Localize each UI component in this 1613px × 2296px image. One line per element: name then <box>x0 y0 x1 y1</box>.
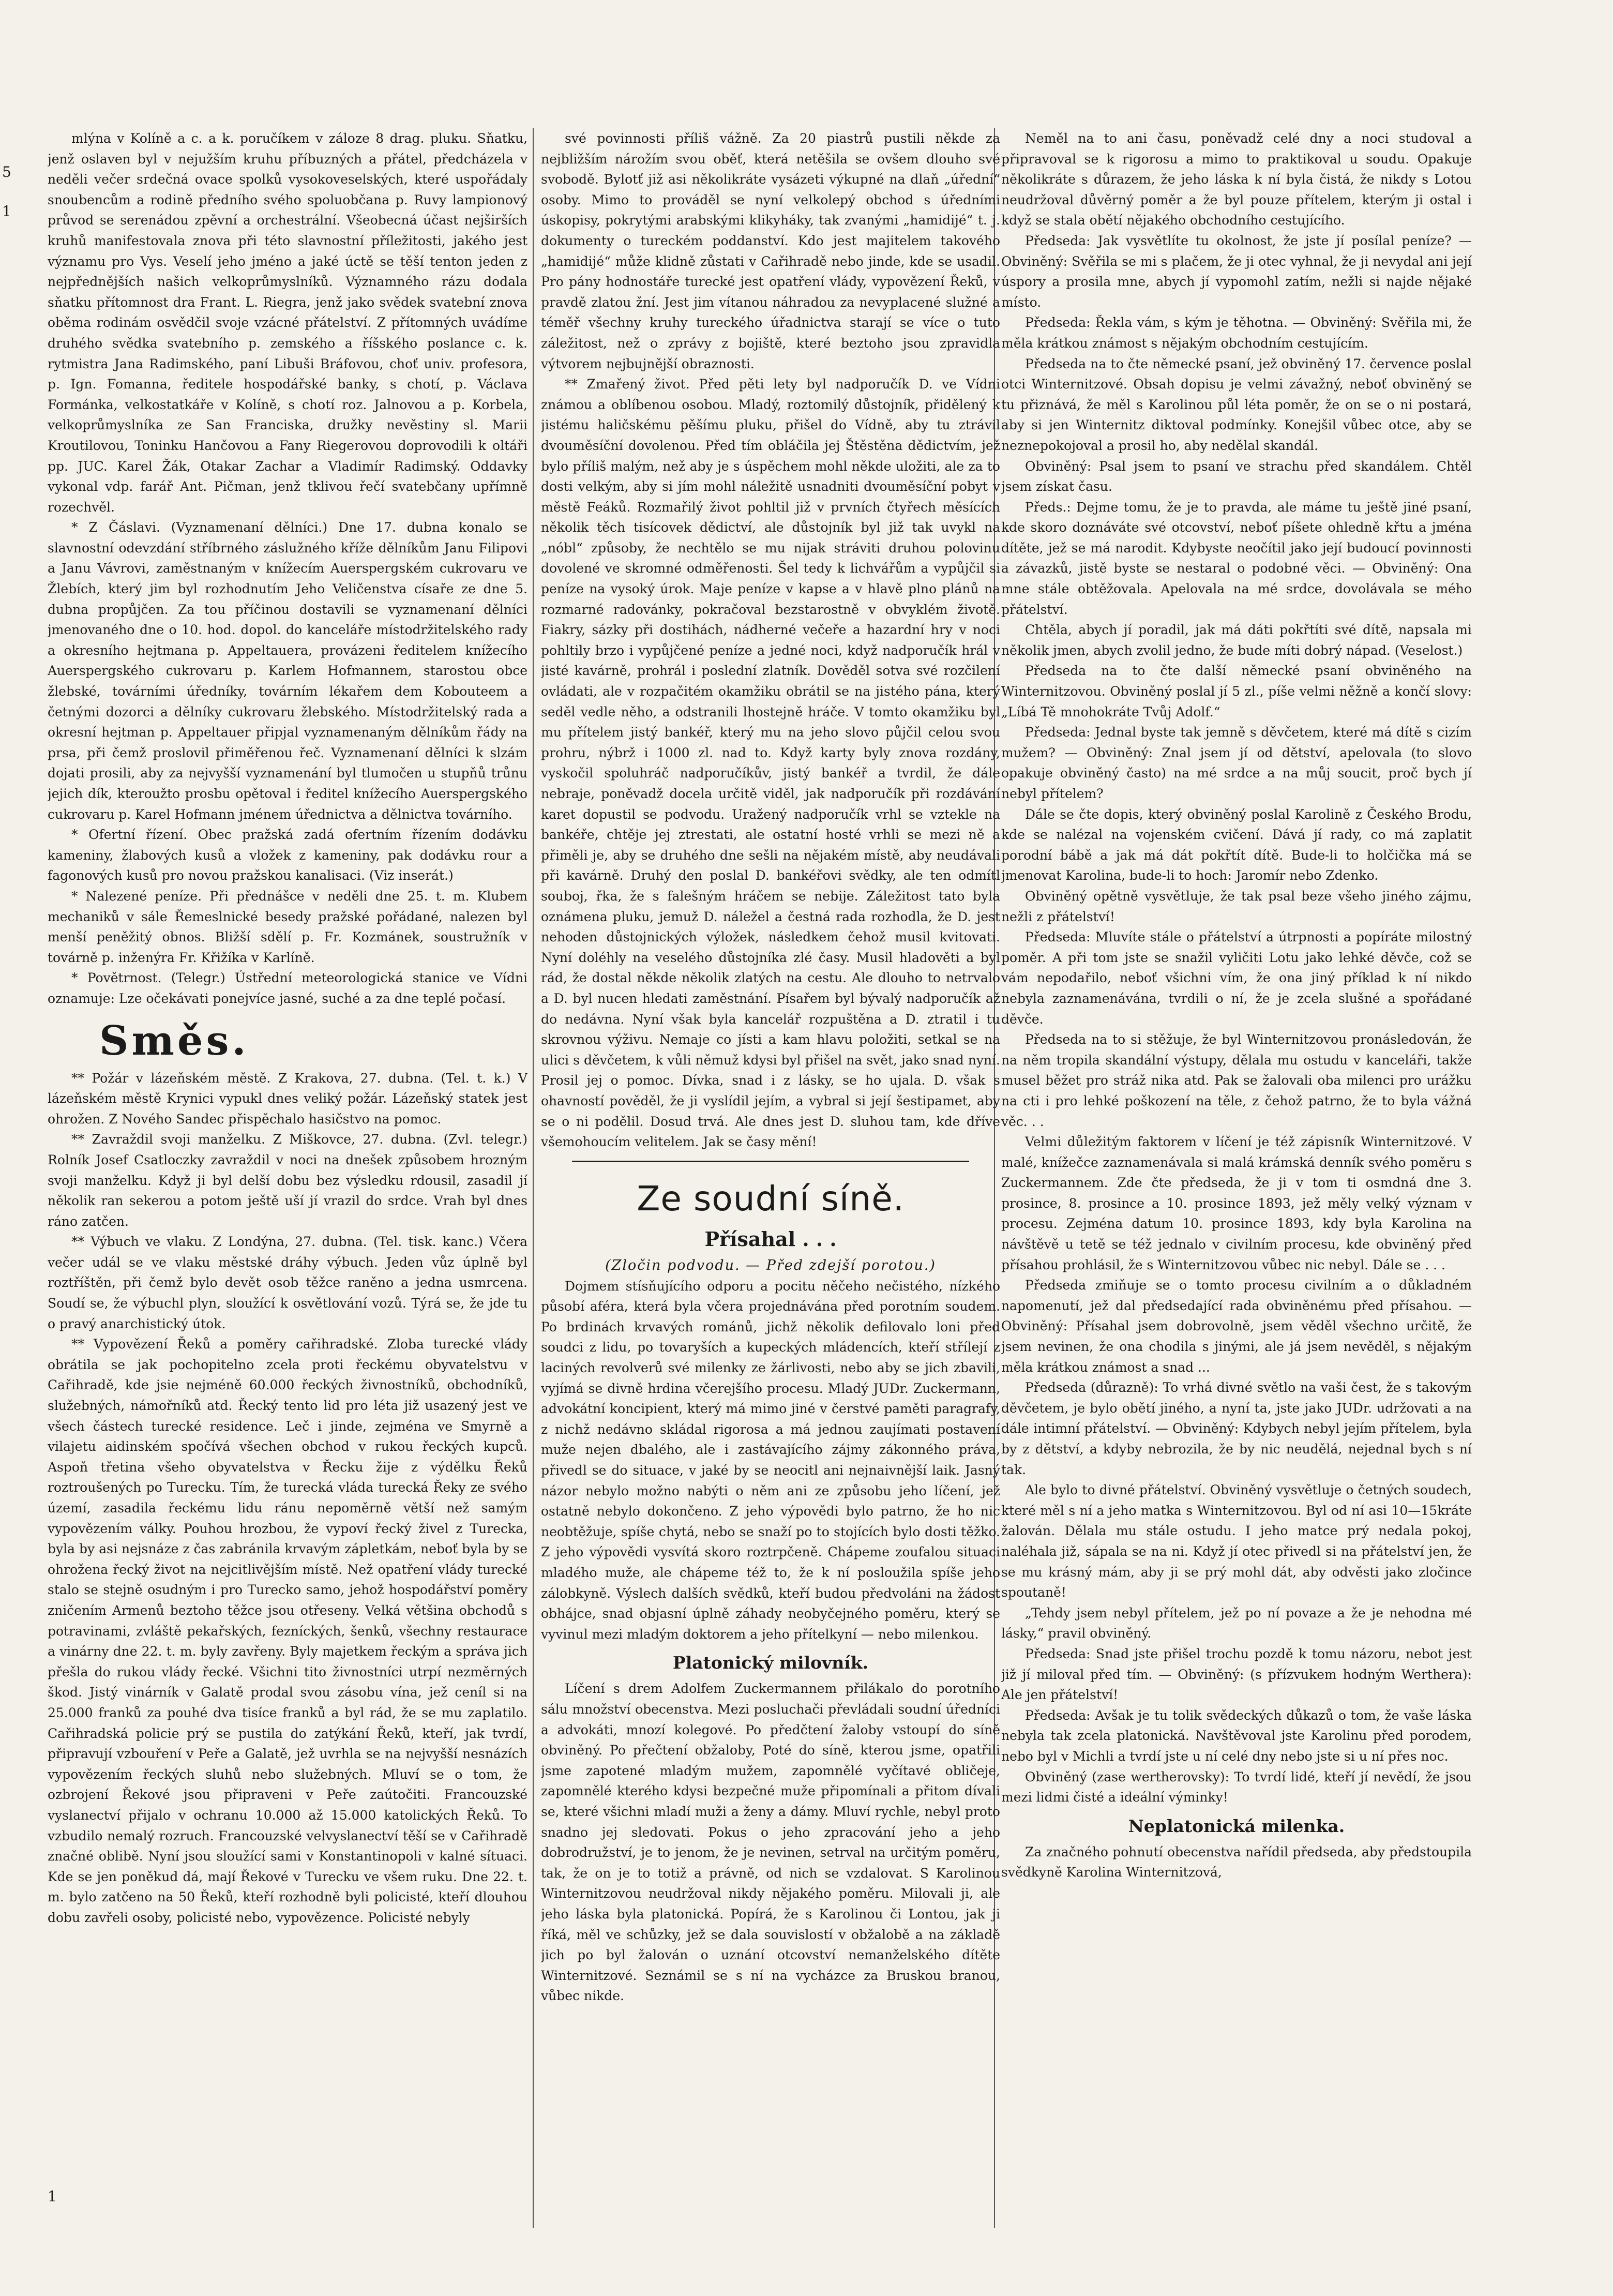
court-subheading: Přísahal . . . <box>704 1227 837 1251</box>
article-paragraph: Dále se čte dopis, který obviněný poslal Karolině z Českého Brodu, kde se nalézal na vojenském cvičení. Dává jí rady, co má zaplatit porodní bábě a jak má dát pokřtít dítě. Bude-li to holčička má se jmenovat Karolina, bude-li to hoch: Jaromír nebo Zdenko. <box>1001 806 1472 883</box>
article-paragraph: „Tehdy jsem nebyl přítelem, jež po ní povaze a že je nehodna mé lásky,“ pravil obviněný. <box>1001 1605 1472 1641</box>
article-paragraph: ** Zavraždil svoji manželku. Z Miškovce, 27. dubna. (Zvl. telegr.) Rolník Josef Csatloczky zavraždil v noci na dnešek způsobem hrozným svoji manželku. Když ji byl delší dobu bez výsledku rdousil, zasadil jí několik ran sekerou a potom ještě uší jí vrazil do srdce. Vrah byl dnes ráno zatčen. <box>48 1132 527 1229</box>
article-paragraph: Líčení s drem Adolfem Zuckermannem přilákalo do porotního sálu množství obecenstva. Mezi posluchači převládali soudní úředníci a advokáti, mnozí kolegové. Po předčtení žaloby vstoupí do síně obviněný. Po přečtení obžaloby, Poté do síně, kterou jsme, opatřili jsme zapotené mladým mužem, zapomnělé vyčítavé obličeje, zapomnělé kterého kdysi bezpečné muže připomínali a přitom dívali se, které všichni mladí muži a ženy a dámy. Mluví rychle, nebyl proto snadno jej sledovati. Pokus o jeho zpracování jeho a jeho dobrodružství, je to jenom, že je nevinen, setrval na určitým poměru, tak, že on je to totiž a právně, od nich se vzdalovat. S Karolinou Winternitzovou neudržoval nikdy nějakého poměru. Milovali ji, ale jeho láska byla platonická. Popírá, že s Karolinou či Lontou, jak ji říká, měl ve schůzky, jež se dala souvislostí v obžalobě a na základě jich po byl žalován o uznání otcovství nemanželského dítěte Winternitzové. Seznámil se s ní na vycházce za Bruskou branou, vůbec nikde. <box>541 1681 1000 2004</box>
article-paragraph: Velmi důležitým faktorem v líčení je též zápisník Winternitzové. V malé, knížečce zaznamenávala si malá krámská denník svého poměru s Zuckermannem. Zde čte předseda, že ji v tom ti osmdná dne 3. prosince, 8. prosince a 10. prosince 1893, jež měly velký význam v procesu. Zejména datum 10. prosince 1893, kdy byla Karolina na návštěvě u tetě se též jednalo v civilním procesu, kde obviněný před přísahou prohlásil, že s Winternitzovou vůbec nic nebyl. Dále se . . . <box>1001 1134 1472 1272</box>
sub-heading: Platonický milovník. <box>672 1653 869 1673</box>
article-paragraph: Neměl na to ani času, poněvadž celé dny a noci studoval a připravoval se k rigorosu a mimo to praktikoval u soudu. Opakuje několikráte s důrazem, že jeho láska k ní byla čistá, že nikdy s Lotou neudržoval důvěrný poměr a že byl pouze přítelem, kterým ji ostal i když se stala obětí nějakého obchodního cestujícího. <box>1001 131 1472 228</box>
divider <box>572 1161 969 1162</box>
article-paragraph: mlýna v Kolíně a c. a k. poručíkem v záloze 8 drag. pluku. Sňatku, jenž oslaven byl v nejužším kruhu příbuzných a přátel, předcházela v neděli večer srdečná ovace spolků vysokoveselských, které uspořádaly snoubencům a rodině předního svého spoluobčana p. Ruvy lampionový průvod se serenádou zpěvní a orchestrální. Všeobecná účast nejširších kruhů manifestovala znova při této slavnostní příležitosti, jakého jest významu pro Vys. Veselí jeho jméno a jaké úctě se těší tenton jeden z nejpřednějších našich velkoprůmyslníků. Významného rázu dodala sňatku přítomnost dra Frant. L. Riegra, jenž jako svědek svatební znova oběma rodinám osvědčil svoje vzácné přátelství. Z přítomných uvádíme druhého svědka svatebního p. zemského a říšského poslance c. k. rytmistra Jana Radimského, paní Libuši Bráfovou, choť univ. profesora, p. Ign. Fomanna, ředitele hospodářské banky, s chotí, p. Václava Formánka, velkostatkáře v Kolíně, s chotí roz. Jalnovou a p. Korbela, velkoprůmyslníka ze San Franciska, družky nevěstiny sl. Marii Kroutilovou, Toninku Hančovou a Fany Riegerovou doprovodili k oltáři pp. JUC. Karel Žák, Otakar Zachar a Vladimír Radimský. Oddavky vykonal vdp. farář Ant. Pičman, jenž tklivou řečí svatebčany upřímně rozechvěl. <box>48 131 527 515</box>
article-paragraph: * Z Čáslavi. (Vyznamenaní dělníci.) Dne 17. dubna konalo se slavnostní odevzdání stříbrného záslužného kříže dělníkům Janu Filipovi a Janu Vávrovi, zaměstnaným v knížecím Auerspergském cukrovaru ve Žlebích, který jim byl rozhodnutím Jeho Veličenstva císaře ze dne 5. dubna propůjčen. Za tou příčinou dostavili se vyznamenaní dělníci jmenovaného dne o 10. hod. dopol. do kanceláře místodržitelského rady a okresního hejtmana p. Appeltauera, provázeni ředitelem knížecího Auerspergského cukrovaru p. Karlem Hofmannem, starostou obce žlebské, továrními úředníky, továrním lékařem dem Kobouteem a četnými dozorci a dělníky cukrovaru žlebského. Místodržitelský rada a okresní hejtman p. Appeltauer připjal vyznamenaným dělníkům řády na prsa, při čemž proslovil přiměřenou řeč. Vyznamenaní dělníci k slzám dojati prosili, aby za nejvyšší vyznamenání byl tlumočen u stupňů trůnu jejich dík, kteroužto prosbu opětoval i ředitel knížecího Auerspergského cukrovaru p. Karel Hofmann jménem úřednictva a dělnictva továrního. <box>48 520 527 822</box>
article-paragraph: Předs.: Dejme tomu, že je to pravda, ale máme tu ještě jiné psaní, kde skoro doznáváte své otcovství, neboť píšete ohledně křtu a jména dítěte, jež se má narodit. Kdybyste neočítil jako její budoucí povinnosti a závazků, jistě byste se nestaral o podobné věci. — Obviněný: Ona mne stále obtěžovala. Apelovala na mé srdce, dovolávala se mého přátelství. <box>1001 499 1472 617</box>
column-2 <box>541 128 1000 2228</box>
article-paragraph: Předseda na to čte německé psaní, jež obviněný 17. července poslal otci Winternitzové. Obsah dopisu je velmi závažný, neboť obviněný se tu přiznává, že měl s Karolinou půl léta poměr, že on se o ni postará, aby si jen Winternitz diktoval podmínky. Konejšil vůbec otce, aby se neznepokojoval a prosil ho, aby nedělal skandál. <box>1001 356 1472 453</box>
sub-heading: Neplatonická milenka. <box>1128 1815 1345 1836</box>
article-paragraph: ** Výbuch ve vlaku. Z Londýna, 27. dubna. (Tel. tisk. kanc.) Včera večer udál se ve vlaku městské dráhy výbuch. Jeden vůz úplně byl roztříštěn, při čemž bylo devět osob těžce raněno a jedna usmrcena. Soudí se, že výbuchl plyn, sloužící k osvětlování vozů. Týrá se, že jde tu o pravý anarchistický útok. <box>48 1234 527 1331</box>
article-paragraph: ** Požár v lázeňském městě. Z Krakova, 27. dubna. (Tel. t. k.) V lázeňském městě Krynici vypukl dnes veliký požár. Lázeňský statek jest ohrožen. Z Nového Sandec přispěchalo hasičstvo na pomoc. <box>48 1070 527 1127</box>
article-paragraph: své povinnosti příliš vážně. Za 20 piastrů pustili někde za nejbližším nárožím svou oběť, která netěšila se ovšem dlouho své svobodě. Bylotť již asi několikráte vysázeti výkupné na dlaň „úřední“ osoby. Mimo to prováděl se nyní velkolepý obchod s úředními úskopisy, pokrytými arabskými klikyháky, tak zvanými „hamidijé“ t. j. dokumenty o tureckém poddanství. Kdo jest majitelem takového „hamidijé“ může klidně zůstati v Cařihradě nebo jinde, kde se usadil. Pro pány hodnostáře turecké jest opatření vlády, vypovězení Řeků, v pravdě zlatou žní. Jest jim vítanou náhradou za nevyplacené služné a téměř všechny kruhy tureckého úřadnictva starají se více o tuto záležitost, než o zprávy z bojiště, které beztoho jsou zpravidla výtvorem nejbujnější obraznosti. <box>541 131 1000 371</box>
margin-mark: 1 <box>48 2188 57 2205</box>
article-paragraph: Předseda zmiňuje se o tomto procesu civilním a o důkladném napomenutí, jež dal předsedající rada obviněnému před přísahou. — Obviněný: Přísahal jsem dobrovolně, jsem věděl všechno určitě, že jsem nevinen, že ona chodila s jinými, ale já jsem nevěděl, s nějakým měla krátkou známost a snad ... <box>1001 1278 1472 1375</box>
article-paragraph: Dojmem stísňujícího odporu a pocitu něčeho nečistého, nízkého působí aféra, která byla včera projednávána před porotním soudem. Po brdinách krvavých románů, jichž několik defilovalo loni před soudci z lidu, po tovaryších a kupeckých mládencích, kteří střílejí z laciných revolverů své milenky ze žárlivosti, nebo aby se jich zbavili, vyjímá se divně hrdina včerejšího procesu. Mladý JUDr. Zuckermann, advokátní koncipient, který má mimo jiné v čerstvé paměti paragrafy, z nichž nedávno skládal rigorosa a má jednou zaujímati postavení muže nejen dbalého, ale i zastávajícího zájmy zákonného práva, přivedl se do situace, v jaké by se neocitl ani nejnaivnější laik. Jasný názor nebylo možno nabýti o něm ani ze způsobu jeho líčení, jež ostatně nebylo dokončeno. Z jeho výpovědi bylo patrno, že ho nic neobtěžuje, spíše chytá, nebo se snaží po to stojících bylo dosti těžko. Z jeho výpovědi vysvítá skoro roztrpčeně. Chápeme zoufalou situaci mladého muže, ale chápeme též to, že k ní posloužila spíše jeho zálobkyně. Výslech dalších svědků, kteří budou předvoláni na žádost obhájce, snad objasní úplně záhady neobyčejného poměru, který se vyvinul mezi mladým doktorem a jeho přítelkyní — nebo milenkou. <box>541 1278 1000 1642</box>
margin-mark: 1 <box>2 203 11 220</box>
article-paragraph: Předseda: Snad jste přišel trochu pozdě k tomu názoru, nebot jest již jí miloval před tím. — Obviněný: (s přízvukem hodným Werthera): Ale jen přátelství! <box>1001 1646 1472 1703</box>
court-headline: Ze soudní síně. <box>637 1178 905 1219</box>
article-paragraph: Předseda: Jak vysvětlíte tu okolnost, že jste jí posílal peníze? — Obviněný: Svěřila se mi s plačem, že ji otec vyhnal, že ji nevydal ani její úspory a prosila mne, abych jí vypomohl zatím, nežli si najde nějaké místo. <box>1001 233 1472 310</box>
article-paragraph: Předseda na to si stěžuje, že byl Winternitzovou pronásledován, že na něm tropila skandální výstupy, dělala mu ostudu v kanceláři, takže musel běžet pro stráž nika atd. Pak se žalovali oba milenci pro urážku na cti i pro lehké poškození na těle, z čehož patrno, že to byla vážná věc. . . <box>1001 1032 1472 1129</box>
article-paragraph: Obviněný: Psal jsem to psaní ve strachu před skandálem. Chtěl jsem získat času. <box>1001 458 1472 494</box>
article-paragraph: ** Vypovězení Řeků a poměry cařihradské. Zloba turecké vlády obrátila se jak pochopitelno zcela proti řeckému obyvatelstvu v Cařihradě, kde jsie nejméně 60.000 řeckých živnostníků, obchodníků, služebných, námořníků atd. Řecký tento lid pro léta již usazený jest ve všech částech turecké residence. Leč i jinde, zejména ve Smyrně a vilajetu aidinském spočívá všechen obchod v rukou řeckých kupců. Aspoň třetina všeho obyvatelstva v Řecku žije z výdělku Řeků roztroušených po Turecku. Tím, že turecká vláda turecká Řeky ze svého území, zasadila řeckému lidu ránu nepoměrně větší než samým vypovězením války. Pouhou hrozbou, že vypoví řecký živel z Turecka, byla by asi nejsnáze z čas zabránila krvavým zápletkám, neboť byla by se ohrožena řecký život na nejcitlivějším místě. Než opatření vlády turecké stalo se stejně osudným i pro Turecko samo, jehož hospodářství poměry zničením Armenů beztoho těžce jsou otřeseny. Velká většina obchodů s potravinami, zvláště pekařských, fezníckých, šenků, všechny restaurace a vinárny dne 22. t. m. byly zavřeny. Byly majetkem řeckým a správa jich přešla do rukou vlády řecké. Všichni tito živnostníci utrpí nezměrných škod. Jistý vinárník v Galatě prodal svou zásobu vína, jež ceníl si na 25.000 franků za pouhé dva tisíce franků a byl rád, že se mu zaplatilo. Cařihradská policie prý se pustila do zatýkání Řeků, kteří, jak tvrdí, připravují vzbouření v Peře a Galatě, jež uvrhla se na nejvyšší nesnázích vypovězením řeckých sluhů nebo služebných. Mluví se o tom, že ozbrojení Řekové jsou připraveni v Peře zaútočiti. Francouzské vyslanectví přijalo v ochranu 10.000 až 15.000 katolických Řeků. To vzbudilo nemalý rozruch. Francouzské velvyslanectví těší se v Cařihradě značné oblibě. Nyní jsou sloužící sami v Konstantinopoli v kalné sítuaci. Kde se jen poněkud dá, mají Řekové v Turecku ve všem ruku. Dne 22. t. m. bylo zatčeno na 50 Řeků, kteří rozhodně byli policisté, kteří dlouhou dobu zavřeli osoby, policisté nebo, vypovězence. Policisté nebyly <box>48 1337 527 1925</box>
column-3 <box>1001 128 1472 2228</box>
article-paragraph: Předseda: Avšak je tu tolik svědeckých důkazů o tom, že vaše láska nebyla tak zcela platonická. Navštěvoval jste Karolinu před porodem, nebo byl v Michli a tvrdí jste u ní celé dny nebo jste si u ní přes noc. <box>1001 1707 1472 1764</box>
article-paragraph: Předseda (důrazně): To vrhá divné světlo na vaši čest, že s takovým děvčetem, je bylo obětí jiného, a nyní ta, jste jako JUDr. udržovati a na dále intimní přátelství. — Obviněný: Kdybych nebyl jejím přítelem, byla by z dětství, a kdyby nebrozila, že by nic neudělá, nejednal bych s ní tak. <box>1001 1380 1472 1477</box>
margin-mark: 5 <box>2 163 11 181</box>
article-paragraph: Obviněný (zase wertherovsky): To tvrdí lidé, kteří jí nevědí, že jsou mezi lidmi čisté a ideální výminky! <box>1001 1769 1472 1805</box>
article-paragraph: Předseda: Řekla vám, s kým je těhotna. — Obviněný: Svěřila mi, že měla krátkou známost s nějakým obchodním cestujícím. <box>1001 315 1472 351</box>
article-paragraph: Obviněný opětně vysvětluje, že tak psal beze všeho jiného zájmu, nežli z přátelství! <box>1001 888 1472 924</box>
article-paragraph: * Nalezené peníze. Při přednášce v neděli dne 25. t. m. Klubem mechaniků v sále Řemeslnické besedy pražské pořádané, nalezen byl menší peněžitý obnos. Bližší sdělí p. Fr. Kozmánek, soustružník v továrně p. inženýra Fr. Křižíka v Karlíně. <box>48 888 527 965</box>
article-paragraph: Ale bylo to divné přátelství. Obviněný vysvětluje o četných soudech, které měl s ní a jeho matka s Winternitzovou. Byl od ní asi 10—15kráte žalován. Dělala mu stále ostudu. I jeho matce prý nedala pokoj, naléhala již, sápala se na ni. Když jí otec přivedl si na přátelství jen, že se mu krásný mám, aby ji se prý mohl dát, aby odvěsti jako zločince spoutaně! <box>1001 1482 1472 1600</box>
article-paragraph: ** Zmařený život. Před pěti lety byl nadporučík D. ve Vídni známou a oblíbenou osobou. Mladý, roztomilý důstojník, přidělený k jistému haličskému pěšímu pluku, přišel do Vídně, aby tu ztrávil dvouměsíční dovolenou. Před tím obláčila jej Štěstěna dědictvím, jež bylo příliš malým, než aby je s úspěchem mohl někde uložiti, ale za to dosti velkým, aby si jím mohl náležitě usnadniti dvouměsíční pobyt v městě Feáků. Rozmařilý život pohltil již v prvních čtyřech měsících několik těch tisícovek dědictví, ale důstojník byl již tak uvykl na „nóbl“ způsoby, že nechtělo se mu nijak stráviti druhou polovinu dovolené ve skromné odměřenosti. Šel tedy k lichvářům a vypůjčil si peníze na vysoký úrok. Maje peníze v kapse a v hlavě plno plánů na rozmarné radovánky, pokračoval bezstarostně v obvyklém životě. Fiakry, sázky při dostihách, nádherné večeře a hazardní hry v noci pohltily brzo i vypůjčené peníze a jedné noci, když nadporučík hrál v jisté kavárně, prohrál i poslední zlatník. Dověděl sotva své rozčilení ovládati, ale v rozpačitém okamžiku obrátil se na jistého pána, který seděl vedle něho, a odstranili lhostejně hráče. V tomto okamžiku byl mu přítelem jistý bankéř, který mu na jeho slovo půjčil celou svou prohru, nýbrž i 1000 zl. nad to. Když karty byly znova rozdány, vyskočil spoluhráč nadporučíkův, jistý bankéř a tvrdil, že dále nebraje, poněvadž docela určitě viděl, jak nadporučík při rozdávání karet dopustil se podvodu. Uražený nadporučík vrhl se vztekle na bankéře, chtěje jej ztrestati, ale ostatní hosté vrhli se mezi ně a přiměli je, aby se druhého dne sešli na nějakém místě, aby neudávali při kavárně. Druhý den poslal D. bankéřovi svědky, ale ten odmítl souboj, řka, že s falešným hráčem se nebije. Záležitost tato byla oznámena pluku, jemuž D. náležel a čestná rada rozhodla, že D. jest nehoden důstojnických výložek, následkem čehož musil kvitovati. Nyní doléhly na veselého důstojníka zlé časy. Musil hladověti a byl rád, že dostal někde několik zlatých na cestu. Ale dlouho to netrvalo a D. byl nucen hledati zaměstnání. Písařem byl bývalý nadporučík až do nedávna. Nyní však byla kancelář rozpuštěna a D. ztratil i tu skrovnou výživu. Nemaje co jísti a kam hlavu položiti, setkal se na ulici s děvčetem, k vůli němuž kdysi byl přišel na svět, jako snad nyní. Prosil jej o pomoc. Dívka, snad i z lásky, se ho ujala. D. však s ohavností pověděl, že ji vyslídil jejím, a vybral si její šestipamet, aby se o ni podělil. Dosud trvá. Ale dnes jest D. sluhou tam, kde dříve všemohoucím velitelem. Jak se časy mění! <box>541 377 1000 1150</box>
article-paragraph: Za značného pohnutí obecenstva nařídil předseda, aby předstoupila svědkyně Karolina Winternitzová, <box>1001 1844 1472 1880</box>
article-paragraph: * Ofertní řízení. Obec pražská zadá ofertním řízením dodávku kameniny, žlabových kusů a vložek z kameniny, pak dodávku rour a fagonových kusů pro novou pražskou kanalisaci. (Viz inserát.) <box>48 827 527 883</box>
column-1 <box>48 128 527 2228</box>
article-paragraph: * Povětrnost. (Telegr.) Ústřední meteorologická stanice ve Vídni oznamuje: Lze očekávati ponejvíce jasné, suché a za dne teplé počasí. <box>48 970 527 1006</box>
article-paragraph: Předseda na to čte další německé psaní obviněného na Winternitzovou. Obviněný poslal jí 5 zl., píše velmi něžně a končí slovy: „Líbá Tě mnohokráte Tvůj Adolf.“ <box>1001 663 1472 719</box>
column-rule <box>533 128 534 2228</box>
article-paragraph: Předseda: Jednal byste tak jemně s děvčetem, které má dítě s cizím mužem? — Obviněný: Znal jsem jí od dětství, apelovala (to slovo opakuje obviněný často) na mé srdce a na můj soucit, proč bych jí nebyl přítelem? <box>1001 725 1472 801</box>
article-paragraph: Chtěla, abych jí poradil, jak má dáti pokřtíti své dítě, napsala mi několik jmen, abych zvolil jedno, že bude míti dobrý nápad. (Veselost.) <box>1001 622 1472 658</box>
court-case-title: (Zločin podvodu. — Před zdejší porotou.) <box>605 1257 936 1273</box>
article-paragraph: Předseda: Mluvíte stále o přátelství a útrpnosti a popíráte milostný poměr. A při tom jste se snažil vyličiti Lotu jako lehké děvče, což se vám nepodařilo, neboť všichni vím, že ona jiný příklad k ní nikdo nebyla zaznamenávána, tvrdili o ní, že je zcela slušné a spořádané děvče. <box>1001 929 1472 1027</box>
section-heading: Směs. <box>99 1017 249 1064</box>
